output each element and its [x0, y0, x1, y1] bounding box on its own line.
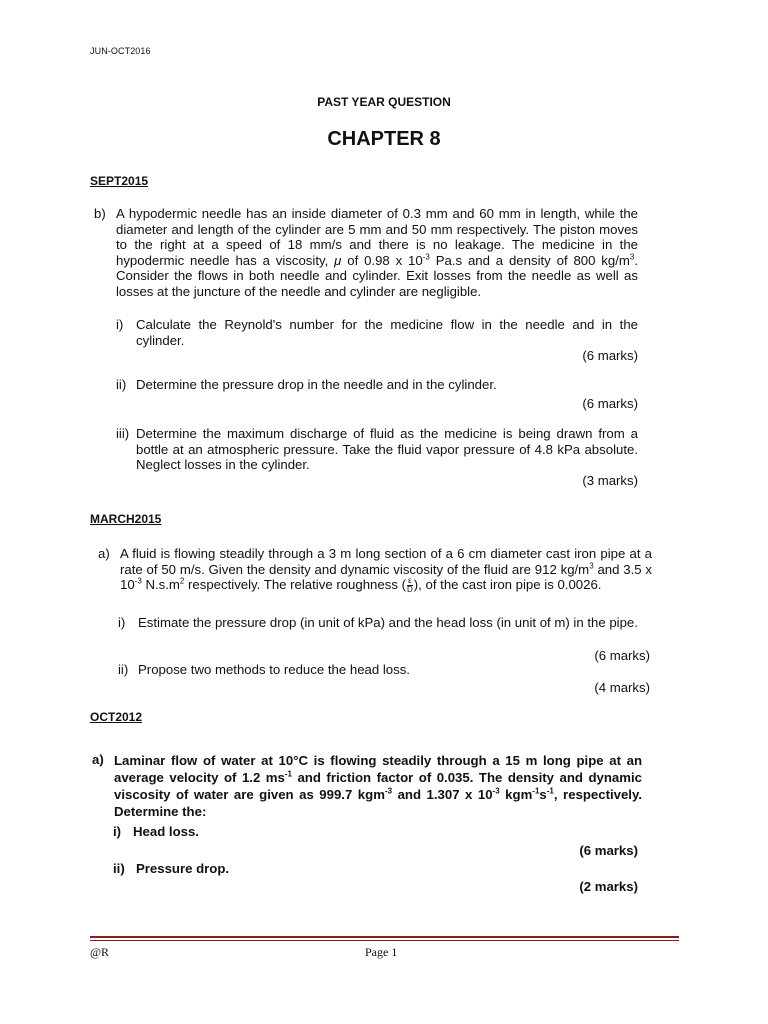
footer-author: @R — [90, 945, 110, 959]
section-heading-oct2012: OCT2012 — [90, 710, 143, 724]
header-tag: JUN-OCT2016 — [90, 46, 151, 56]
question-label: a) — [92, 752, 104, 767]
sub-question-text: Determine the maximum discharge of fluid as the medicine is being drawn from a bottle at an atmospheric pressure. Take the fluid vapor pressure of 4.8 kPa absolute. Neglect losses in the cylinder. — [136, 426, 638, 472]
marks-label: (4 marks) — [594, 680, 650, 695]
relative-roughness-fraction: $\frac{\varepsilon}{D}$ — [406, 576, 413, 595]
question-label: a) — [98, 546, 110, 561]
marks-label: (2 marks) — [579, 879, 638, 894]
sub-question-text: Pressure drop. — [136, 861, 230, 876]
question-text: Laminar flow of water at 10°C is flowing steadily through a 15 m long pipe at an average velocity of 1.2 $ms^{-1}$ and friction factor of 0.035. The density and dynamic viscosity of water are given as 999.7 kgm$^{-3}$ and 1.307 x $10^{-3}$ $kgm^{-1}s^{-1}$, respectively. Determine the: — [114, 753, 642, 819]
question-label: b) — [94, 206, 106, 221]
marks-label: (6 marks) — [594, 648, 650, 663]
section-heading-march2015: MARCH2015 — [90, 512, 162, 526]
question-text: A hypodermic needle has an inside diameter of 0.3 mm and 60 mm in length, while the diameter and length of the cylinder are 5 mm and 50 mm respectively. The piston moves to the right at a speed of 18 mm/s and there is no leakage. The medicine in the hypodermic needle has a viscosity, μ of 0.98 x $10^{-3}$ Pa.s and a density of 800 $kg/m^3$. Consider the flows in both needle and cylinder. Exit losses from the needle as well as losses at the juncture of the needle and cylinder are negligible. — [116, 206, 639, 299]
page-title: CHAPTER 8 — [327, 128, 441, 150]
sub-question-text: Estimate the pressure drop (in unit of kPa) and the head loss (in unit of m) in the pipe. — [138, 615, 638, 630]
sub-question-text: Calculate the Reynold's number for the medicine flow in the needle and in the cylinder. — [136, 317, 638, 348]
mu-symbol: μ — [334, 252, 342, 268]
sub-question-text: Propose two methods to reduce the head loss. — [138, 662, 410, 677]
section-heading-sept2015: SEPT2015 — [90, 174, 149, 188]
footer-rule-thin — [90, 940, 679, 941]
marks-label: (6 marks) — [582, 396, 638, 411]
sub-question-text: Head loss. — [133, 824, 199, 839]
marks-label: (6 marks) — [579, 843, 638, 858]
footer-rule — [90, 936, 679, 938]
sub-question-text: Determine the pressure drop in the needle and in the cylinder. — [136, 377, 497, 392]
marks-label: (3 marks) — [582, 473, 638, 488]
marks-label: (6 marks) — [582, 348, 638, 363]
page-number: Page 1 — [365, 945, 398, 959]
page-subtitle: PAST YEAR QUESTION — [317, 95, 451, 109]
question-text: A fluid is flowing steadily through a 3 m long section of a 6 cm diameter cast iron pipe at a rate of 50 m/s. Given the density and dynamic viscosity of the fluid are 912 $kg/m^3$ and 3.5 x $10^{-3}$ $N.s.m^2$ respectively. The relative roughness ( $\frac{\varepsilon}{D}$ ), of the cast iron pipe is 0.0026. — [120, 546, 653, 595]
